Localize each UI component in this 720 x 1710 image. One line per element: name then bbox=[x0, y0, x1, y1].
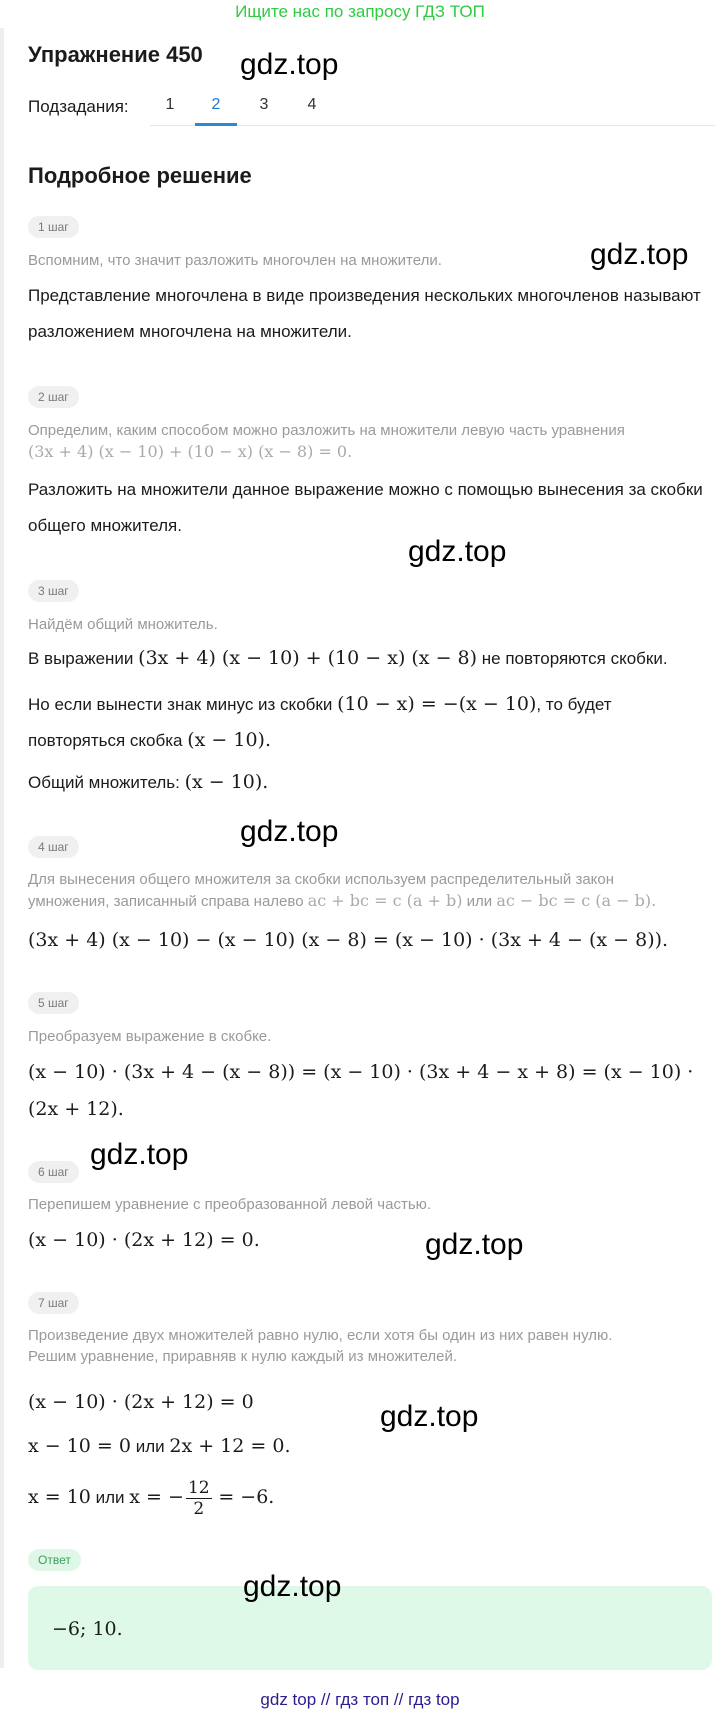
watermark: gdz.top bbox=[240, 48, 339, 81]
step-3-line-1-a: В выражении bbox=[28, 649, 134, 668]
step-1-text: Представление многочлена в виде произведения нескольких многочленов называют разложением многочлена на множители. bbox=[28, 286, 701, 341]
step-7-equation-2a: x − 10 = 0 bbox=[28, 1435, 131, 1457]
step-7-equation-3a: x = 10 bbox=[28, 1485, 91, 1508]
step-7-equation-1: (x − 10) · (2x + 12) = 0 bbox=[28, 1391, 254, 1413]
step-6-equation: (x − 10) · (2x + 12) = 0. bbox=[28, 1229, 260, 1251]
step-7-equation-2b: 2x + 12 = 0. bbox=[169, 1435, 291, 1457]
active-tab-indicator bbox=[195, 123, 237, 126]
step-3-line-3 bbox=[28, 722, 713, 759]
watermark: gdz.top bbox=[590, 238, 689, 271]
watermark: gdz.top bbox=[243, 1570, 342, 1603]
step-3-line-2 bbox=[28, 686, 713, 723]
step-3-line-1 bbox=[28, 640, 713, 677]
step-4-hint-line-2: умножения, записанный справа налево bbox=[28, 893, 304, 910]
step-5-equation-line-2: (2x + 12). bbox=[28, 1098, 124, 1120]
answer-box bbox=[28, 1586, 712, 1670]
watermark: gdz.top bbox=[90, 1138, 189, 1171]
step-badge-1: 1 шаг bbox=[28, 216, 79, 238]
page-title: Упражнение 450 bbox=[28, 42, 203, 67]
step-7-hint-line-2: Решим уравнение, приравняв к нулю каждый из множителей. bbox=[28, 1348, 458, 1365]
watermark: gdz.top bbox=[240, 815, 339, 848]
step-7-equation-3b: x = − bbox=[129, 1485, 184, 1508]
footer-links[interactable]: gdz top // гдз топ // гдз top bbox=[260, 1690, 460, 1709]
step-5-hint: Преобразуем выражение в скобке. bbox=[28, 1028, 272, 1045]
step-2-hint-text: Определим, каким способом можно разложить на множители левую часть уравнения bbox=[28, 422, 625, 439]
step-7-or-1: или bbox=[135, 1437, 165, 1456]
step-6-math bbox=[28, 1222, 713, 1259]
fraction-denominator: 2 bbox=[193, 1499, 205, 1519]
watermark: gdz.top bbox=[425, 1228, 524, 1261]
step-4-hint-math-2: ac − bc = c (a − b). bbox=[496, 891, 657, 910]
watermark: gdz.top bbox=[408, 535, 507, 568]
step-3-line-4-math: (x − 10). bbox=[184, 771, 269, 793]
step-3-line-2-b: , то будет bbox=[536, 695, 612, 714]
step-badge-7: 7 шаг bbox=[28, 1292, 79, 1314]
step-3-line-2-a: Но если вынести знак минус из скобки bbox=[28, 695, 333, 714]
step-4-hint-line-1: Для вынесения общего множителя за скобки используем распределительный закон bbox=[28, 871, 615, 888]
step-6-hint: Перепишем уравнение с преобразованной левой частью. bbox=[28, 1196, 432, 1213]
step-badge-3: 3 шаг bbox=[28, 580, 79, 602]
step-1-hint: Вспомним, что значит разложить многочлен на множители. bbox=[28, 252, 442, 269]
step-2-hint bbox=[28, 420, 708, 463]
step-4-equation: (3x + 4) (x − 10) − (x − 10) (x − 8) = (x − 10) · (3x + 4 − (x − 8)). bbox=[28, 929, 669, 951]
step-3-line-3-a: повторяться скобка bbox=[28, 731, 183, 750]
step-3-hint: Найдём общий множитель. bbox=[28, 616, 218, 633]
step-2-text: Разложить на множители данное выражение можно с помощью вынесения за скобки общего множителя. bbox=[28, 480, 703, 535]
step-4-hint-or: или bbox=[466, 893, 493, 910]
step-3-line-1-math: (3x + 4) (x − 10) + (10 − x) (x − 8) bbox=[138, 647, 478, 669]
step-7-or-2: или bbox=[95, 1487, 125, 1507]
step-4-math bbox=[28, 922, 713, 959]
step-7-hint bbox=[28, 1325, 708, 1367]
step-7-math-2 bbox=[28, 1428, 713, 1465]
step-7-fraction bbox=[186, 1478, 212, 1519]
tab-subtask-3[interactable]: 3 bbox=[259, 96, 269, 113]
solution-heading: Подробное решение bbox=[28, 163, 252, 188]
step-badge-4: 4 шаг bbox=[28, 836, 79, 858]
tab-subtask-4[interactable]: 4 bbox=[307, 96, 317, 113]
step-badge-6: 6 шаг bbox=[28, 1161, 79, 1183]
step-7-equation-3c: = −6. bbox=[218, 1485, 275, 1508]
search-banner[interactable]: Ищите нас по запросу ГДЗ ТОП bbox=[235, 2, 485, 21]
step-4-hint-math-1: ac + bc = c (a + b) bbox=[307, 891, 463, 910]
step-badge-5: 5 шаг bbox=[28, 992, 79, 1014]
step-4-hint bbox=[28, 869, 708, 912]
answer-badge: Ответ bbox=[28, 1549, 81, 1571]
subtasks-label: Подзадания: bbox=[28, 97, 129, 116]
step-badge-2: 2 шаг bbox=[28, 386, 79, 408]
fraction-numerator: 12 bbox=[187, 1478, 210, 1498]
step-3-line-4-a: Общий множитель: bbox=[28, 773, 180, 792]
step-5-equation-line-1: (x − 10) · (3x + 4 − (x − 8)) = (x − 10) · (3x + 4 − x + 8) = (x − 10) · bbox=[28, 1061, 694, 1083]
step-3-line-2-math: (10 − x) = −(x − 10) bbox=[337, 693, 537, 715]
answer-value: −6; 10. bbox=[52, 1618, 123, 1640]
step-3-line-4 bbox=[28, 764, 713, 801]
step-3-line-3-math: (x − 10). bbox=[187, 729, 271, 751]
step-2-hint-math: (3x + 4) (x − 10) + (10 − x) (x − 8) = 0. bbox=[28, 442, 353, 461]
step-5-math bbox=[28, 1054, 713, 1128]
watermark: gdz.top bbox=[380, 1400, 479, 1433]
step-3-line-1-b: не повторяются скобки. bbox=[481, 649, 668, 668]
tab-subtask-1[interactable]: 1 bbox=[165, 96, 175, 113]
left-divider bbox=[0, 28, 4, 1668]
step-7-math-3 bbox=[28, 1478, 713, 1519]
step-7-hint-line-1: Произведение двух множителей равно нулю, если хотя бы один из них равен нулю. bbox=[28, 1327, 613, 1344]
tab-subtask-2[interactable]: 2 bbox=[211, 96, 221, 113]
step-7-math-1 bbox=[28, 1384, 713, 1421]
